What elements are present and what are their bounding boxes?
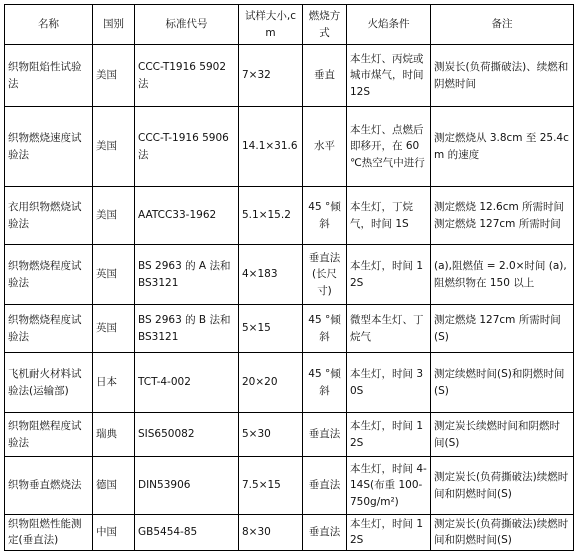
cell-code: SIS650082 — [135, 413, 239, 457]
cell-size: 5×15 — [239, 305, 303, 353]
table-row — [5, 457, 574, 515]
header-country: 国别 — [93, 5, 135, 45]
cell-name: 织物垂直燃烧法 — [5, 457, 93, 515]
cell-code: TCT-4-002 — [135, 353, 239, 413]
header-name: 名称 — [5, 5, 93, 45]
cell-size: 8×30 — [239, 515, 303, 551]
cell-mode: 垂直法 — [303, 515, 347, 551]
cell-name: 织物阻焰性试验法 — [5, 45, 93, 107]
cell-code: AATCC33-1962 — [135, 187, 239, 245]
cell-note: 测定炭长(负荷撕破法)续燃时间和阴燃时间(S) — [431, 515, 574, 551]
cell-size: 5.1×15.2 — [239, 187, 303, 245]
cell-mode: 45 °倾斜 — [303, 353, 347, 413]
cell-flame: 本生灯，时间 12S — [347, 245, 431, 305]
cell-size: 5×30 — [239, 413, 303, 457]
table-row — [5, 187, 574, 245]
cell-size: 20×20 — [239, 353, 303, 413]
cell-name: 飞机耐火材料试验法(运输部) — [5, 353, 93, 413]
cell-flame: 本生灯，时间 4-14S(布重 100-750g/m²) — [347, 457, 431, 515]
cell-flame: 微型本生灯、丁烷气 — [347, 305, 431, 353]
cell-mode: 45 °倾斜 — [303, 305, 347, 353]
cell-country: 美国 — [93, 107, 135, 187]
header-row — [5, 5, 574, 45]
cell-code: GB5454-85 — [135, 515, 239, 551]
table-row — [5, 353, 574, 413]
cell-country: 瑞典 — [93, 413, 135, 457]
cell-note: 测定燃烧从 3.8cm 至 25.4cm 的速度 — [431, 107, 574, 187]
header-code: 标准代号 — [135, 5, 239, 45]
table-row — [5, 245, 574, 305]
cell-name: 织物燃烧程度试验法 — [5, 245, 93, 305]
cell-mode: 垂直 — [303, 45, 347, 107]
cell-country: 英国 — [93, 305, 135, 353]
cell-name: 织物阻燃性能测定(垂直法) — [5, 515, 93, 551]
cell-note: (a),阻燃值 = 2.0×时间 (a),阻燃织物在 150 以上 — [431, 245, 574, 305]
cell-flame: 本生灯、点燃后即移开，在 60 ℃热空气中进行 — [347, 107, 431, 187]
cell-size: 7×32 — [239, 45, 303, 107]
cell-name: 织物燃烧速度试验法 — [5, 107, 93, 187]
cell-name: 织物燃烧程度试验法 — [5, 305, 93, 353]
flammability-standards-table — [4, 4, 574, 551]
cell-country: 日本 — [93, 353, 135, 413]
header-flame: 火焰条件 — [347, 5, 431, 45]
cell-flame: 本生灯、丙烷或城市煤气，时间 12S — [347, 45, 431, 107]
cell-name: 织物阻燃程度试验法 — [5, 413, 93, 457]
cell-note: 测定燃烧 127cm 所需时间(S) — [431, 305, 574, 353]
cell-flame: 本生灯，时间 30S — [347, 353, 431, 413]
table-row — [5, 515, 574, 551]
cell-flame: 本生灯，丁烷气，时间 1S — [347, 187, 431, 245]
header-size: 试样大小,cm — [239, 5, 303, 45]
table-row — [5, 305, 574, 353]
cell-country: 美国 — [93, 45, 135, 107]
table-row — [5, 413, 574, 457]
cell-note: 测定炭长(负荷撕破法)续燃时间和阴燃时间(S) — [431, 457, 574, 515]
cell-note: 测定续燃时间(S)和阴燃时间(S) — [431, 353, 574, 413]
cell-mode: 垂直法 — [303, 413, 347, 457]
cell-mode: 水平 — [303, 107, 347, 187]
cell-mode: 45 °倾斜 — [303, 187, 347, 245]
cell-note: 测定燃烧 12.6cm 所需时间测定燃烧 127cm 所需时间 — [431, 187, 574, 245]
table-row — [5, 107, 574, 187]
header-mode: 燃烧方式 — [303, 5, 347, 45]
cell-flame: 本生灯，时间 12S — [347, 413, 431, 457]
header-note: 备注 — [431, 5, 574, 45]
cell-flame: 本生灯，时间 12S — [347, 515, 431, 551]
cell-country: 中国 — [93, 515, 135, 551]
cell-country: 德国 — [93, 457, 135, 515]
cell-code: BS 2963 的 B 法和 BS3121 — [135, 305, 239, 353]
cell-note: 测炭长(负荷撕破法)、续燃和阴燃时间 — [431, 45, 574, 107]
cell-mode: 垂直法 — [303, 457, 347, 515]
cell-mode: 垂直法(长尺寸) — [303, 245, 347, 305]
cell-code: CCC-T-1916 5906 法 — [135, 107, 239, 187]
cell-size: 7.5×15 — [239, 457, 303, 515]
cell-size: 4×183 — [239, 245, 303, 305]
cell-name: 衣用织物燃烧试验法 — [5, 187, 93, 245]
cell-code: CCC-T1916 5902 法 — [135, 45, 239, 107]
cell-country: 美国 — [93, 187, 135, 245]
cell-code: BS 2963 的 A 法和 BS3121 — [135, 245, 239, 305]
cell-note: 测定炭长续燃时间和阴燃时间(S) — [431, 413, 574, 457]
cell-size: 14.1×31.6 — [239, 107, 303, 187]
cell-code: DIN53906 — [135, 457, 239, 515]
cell-country: 英国 — [93, 245, 135, 305]
table-row — [5, 45, 574, 107]
